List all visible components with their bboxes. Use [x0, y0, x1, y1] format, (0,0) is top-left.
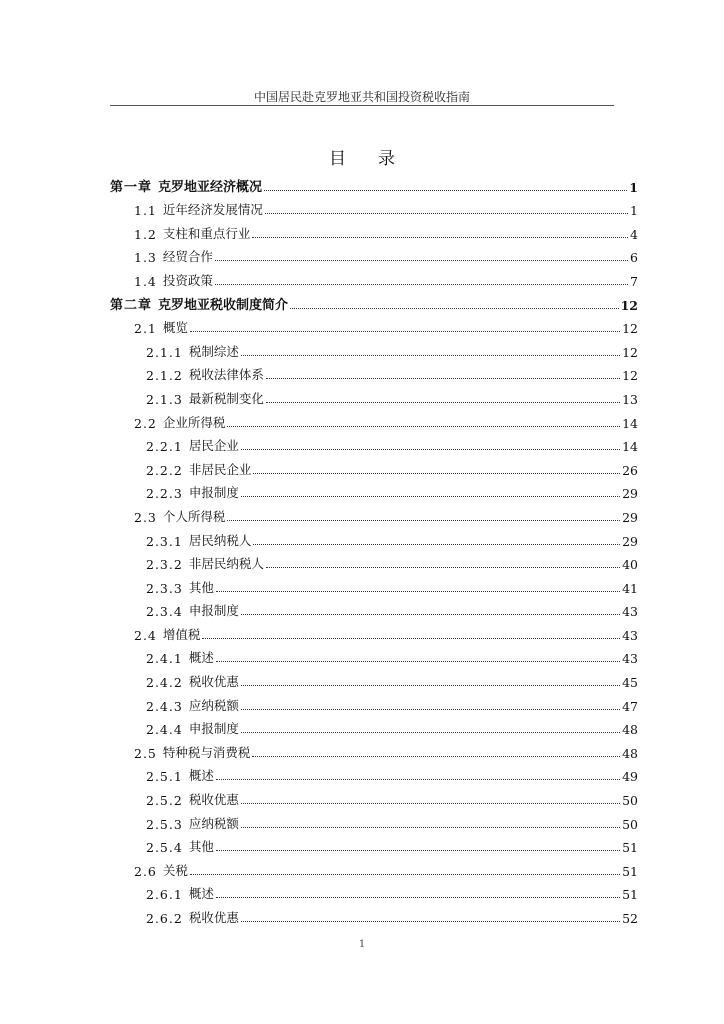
toc-entry[interactable] — [110, 643, 638, 667]
toc-entry-number: 2.1.2 — [146, 368, 183, 384]
toc-entry-page: 47 — [622, 698, 638, 714]
toc-entry-page: 50 — [622, 793, 638, 809]
toc-dot-leader — [241, 614, 620, 615]
toc-dot-leader — [216, 661, 620, 662]
toc-dot-leader — [241, 355, 620, 356]
toc-entry[interactable] — [110, 478, 638, 502]
toc-entry-label: 克罗地亚税收制度简介 — [158, 297, 289, 313]
toc-entry-number: 1.2 — [134, 226, 157, 242]
toc-entry[interactable] — [110, 360, 638, 384]
toc-dot-leader — [227, 426, 620, 427]
toc-entry-number: 2.6 — [134, 863, 157, 879]
toc-entry[interactable] — [110, 454, 638, 478]
toc-entry-number: 2.5.1 — [146, 769, 183, 785]
toc-entry[interactable] — [110, 832, 638, 856]
toc-dot-leader — [253, 544, 620, 545]
toc-entry-label: 其他 — [188, 579, 214, 595]
toc-entry-page: 48 — [622, 745, 638, 761]
toc-entry-page: 45 — [622, 675, 638, 691]
toc-entry[interactable] — [110, 242, 638, 266]
page-header: 中国居民赴克罗地亚共和国投资税收指南 — [253, 90, 470, 104]
toc-entry-label: 应纳税额 — [188, 697, 239, 713]
toc-entry-number: 2.2.1 — [146, 439, 183, 455]
toc-entry-page: 13 — [622, 391, 638, 407]
toc-entry-number: 2.5.2 — [146, 793, 183, 809]
toc-dot-leader — [252, 756, 620, 757]
toc-entry-number: 2.2 — [134, 415, 157, 431]
toc-entry-label: 支柱和重点行业 — [162, 225, 251, 241]
toc-entry-page: 29 — [622, 486, 638, 502]
toc-entry-label: 居民企业 — [188, 438, 239, 454]
toc-entry-label: 概览 — [162, 320, 188, 336]
toc-dot-leader — [227, 520, 620, 521]
toc-dot-leader — [241, 709, 620, 710]
toc-entry-page: 12 — [622, 344, 638, 360]
toc-entry-page: 7 — [630, 273, 638, 289]
toc-dot-leader — [253, 473, 620, 474]
toc-entry[interactable] — [110, 195, 638, 219]
toc-entry-page: 43 — [622, 604, 638, 620]
toc-entry-page: 29 — [622, 533, 638, 549]
toc-entry-number: 2.3.3 — [146, 580, 183, 596]
toc-entry-number: 2.3.4 — [146, 604, 183, 620]
toc-entry-label: 最新税制变化 — [188, 390, 264, 406]
toc-entry-label: 个人所得税 — [162, 508, 226, 524]
toc-dot-leader — [202, 638, 620, 639]
toc-dot-leader — [216, 591, 620, 592]
toc-dot-leader — [266, 402, 620, 403]
toc-entry-number: 2.6.1 — [146, 887, 183, 903]
toc-dot-leader — [252, 237, 628, 238]
toc-entry[interactable] — [110, 383, 638, 407]
toc-entry[interactable] — [110, 666, 638, 690]
toc-entry-number: 1.1 — [134, 203, 157, 219]
toc-entry-page: 1 — [629, 179, 638, 195]
toc-entry-label: 投资政策 — [162, 272, 213, 288]
toc-entry[interactable] — [110, 218, 638, 242]
toc-entry[interactable] — [110, 431, 638, 455]
toc-entry-number: 2.4.4 — [146, 722, 183, 738]
toc-entry[interactable] — [110, 549, 638, 573]
toc-entry-number: 2.4.1 — [146, 651, 183, 667]
toc-entry-label: 申报制度 — [188, 485, 239, 501]
toc-entry-number: 2.3 — [134, 509, 157, 525]
toc-dot-leader — [190, 874, 620, 875]
toc-entry-label: 概述 — [188, 886, 214, 902]
toc-entry-number: 第一章 — [110, 179, 153, 195]
toc-entry[interactable] — [110, 501, 638, 525]
toc-entry-number: 2.1 — [134, 321, 157, 337]
toc-entry[interactable] — [110, 336, 638, 360]
toc-entry[interactable] — [110, 289, 638, 313]
toc-entry-number: 1.3 — [134, 250, 157, 266]
toc-entry-label: 近年经济发展情况 — [162, 202, 263, 218]
toc-dot-leader — [290, 308, 619, 309]
toc-entry-label: 其他 — [188, 839, 214, 855]
toc-entry-page: 51 — [622, 863, 638, 879]
toc-entry-label: 特种税与消费税 — [162, 744, 251, 760]
toc-entry[interactable] — [110, 407, 638, 431]
toc-entry-label: 概述 — [188, 768, 214, 784]
toc-dot-leader — [266, 567, 620, 568]
toc-dot-leader — [264, 190, 627, 191]
toc-dot-leader — [216, 779, 620, 780]
toc-entry-page: 48 — [622, 722, 638, 738]
page-number: 1 — [358, 939, 366, 950]
toc-entry-label: 企业所得税 — [162, 414, 226, 430]
toc-entry-number: 2.3.1 — [146, 533, 183, 549]
table-of-contents — [110, 171, 638, 926]
toc-entry[interactable] — [110, 313, 638, 337]
toc-entry-page: 51 — [622, 887, 638, 903]
toc-entry-number: 2.5 — [134, 745, 157, 761]
toc-entry[interactable] — [110, 690, 638, 714]
toc-entry-page: 41 — [622, 580, 638, 596]
toc-entry[interactable] — [110, 879, 638, 903]
toc-dot-leader — [241, 827, 620, 828]
toc-title: 目录 — [329, 149, 427, 169]
toc-entry[interactable] — [110, 525, 638, 549]
toc-dot-leader — [241, 803, 620, 804]
toc-entry-page: 51 — [622, 840, 638, 856]
toc-entry-number: 第二章 — [110, 297, 153, 313]
toc-entry[interactable] — [110, 808, 638, 832]
toc-entry-label: 应纳税额 — [188, 815, 239, 831]
toc-entry-number: 2.2.2 — [146, 462, 183, 478]
toc-dot-leader — [216, 897, 620, 898]
toc-entry-number: 2.4.3 — [146, 698, 183, 714]
toc-entry[interactable] — [110, 784, 638, 808]
toc-entry[interactable] — [110, 737, 638, 761]
toc-entry-label: 税制综述 — [188, 343, 239, 359]
toc-dot-leader — [190, 331, 620, 332]
toc-entry-page: 43 — [622, 627, 638, 643]
toc-entry-number: 2.1.1 — [146, 344, 183, 360]
toc-dot-leader — [241, 496, 620, 497]
toc-entry-number: 2.1.3 — [146, 391, 183, 407]
toc-entry-label: 居民纳税人 — [188, 532, 252, 548]
toc-entry-page: 12 — [620, 297, 638, 313]
toc-entry-page: 1 — [630, 203, 638, 219]
toc-entry-label: 税收优惠 — [188, 792, 239, 808]
toc-entry-page: 4 — [630, 226, 638, 242]
toc-entry-label: 税收优惠 — [188, 910, 239, 925]
toc-dot-leader — [265, 213, 628, 214]
toc-entry[interactable] — [110, 171, 638, 195]
toc-entry-page: 26 — [622, 462, 638, 478]
toc-entry-label: 关税 — [162, 862, 188, 878]
toc-entry-label: 概述 — [188, 650, 214, 666]
toc-entry-page: 50 — [622, 816, 638, 832]
toc-entry-page: 49 — [622, 769, 638, 785]
toc-entry-label: 税收法律体系 — [188, 367, 264, 383]
toc-entry-number: 2.5.4 — [146, 840, 183, 856]
toc-entry[interactable] — [110, 596, 638, 620]
toc-entry[interactable] — [110, 265, 638, 289]
toc-entry-page: 12 — [622, 368, 638, 384]
toc-entry-number: 2.6.2 — [146, 911, 183, 926]
toc-entry-page: 29 — [622, 509, 638, 525]
toc-entry-number: 2.4.2 — [146, 675, 183, 691]
toc-entry-label: 申报制度 — [188, 603, 239, 619]
toc-entry-label: 税收优惠 — [188, 674, 239, 690]
header-rule — [110, 105, 614, 106]
toc-entry[interactable] — [110, 572, 638, 596]
toc-entry-page: 14 — [622, 415, 638, 431]
toc-entry[interactable] — [110, 761, 638, 785]
toc-dot-leader — [241, 921, 620, 922]
toc-dot-leader — [215, 284, 628, 285]
toc-entry-number: 2.3.2 — [146, 557, 183, 573]
toc-dot-leader — [216, 850, 620, 851]
toc-entry-number: 2.5.3 — [146, 816, 183, 832]
toc-entry-page: 12 — [622, 321, 638, 337]
toc-entry-number: 2.2.3 — [146, 486, 183, 502]
toc-entry-page: 52 — [622, 911, 638, 926]
toc-entry-page: 6 — [630, 250, 638, 266]
toc-entry-label: 克罗地亚经济概况 — [158, 179, 263, 195]
toc-dot-leader — [266, 378, 620, 379]
toc-entry-label: 非居民纳税人 — [188, 556, 264, 572]
toc-entry[interactable] — [110, 619, 638, 643]
toc-entry-label: 申报制度 — [188, 721, 239, 737]
toc-entry[interactable] — [110, 855, 638, 879]
toc-dot-leader — [241, 449, 620, 450]
toc-entry-page: 43 — [622, 651, 638, 667]
toc-dot-leader — [215, 260, 628, 261]
toc-entry[interactable] — [110, 714, 638, 738]
toc-entry-number: 2.4 — [134, 627, 157, 643]
toc-entry[interactable] — [110, 902, 638, 926]
toc-entry-label: 经贸合作 — [162, 249, 213, 265]
toc-entry-label: 非居民企业 — [188, 461, 252, 477]
toc-entry-page: 40 — [622, 557, 638, 573]
toc-entry-label: 增值税 — [162, 626, 201, 642]
toc-dot-leader — [241, 685, 620, 686]
toc-entry-number: 1.4 — [134, 273, 157, 289]
toc-dot-leader — [241, 732, 620, 733]
toc-entry-page: 14 — [622, 439, 638, 455]
